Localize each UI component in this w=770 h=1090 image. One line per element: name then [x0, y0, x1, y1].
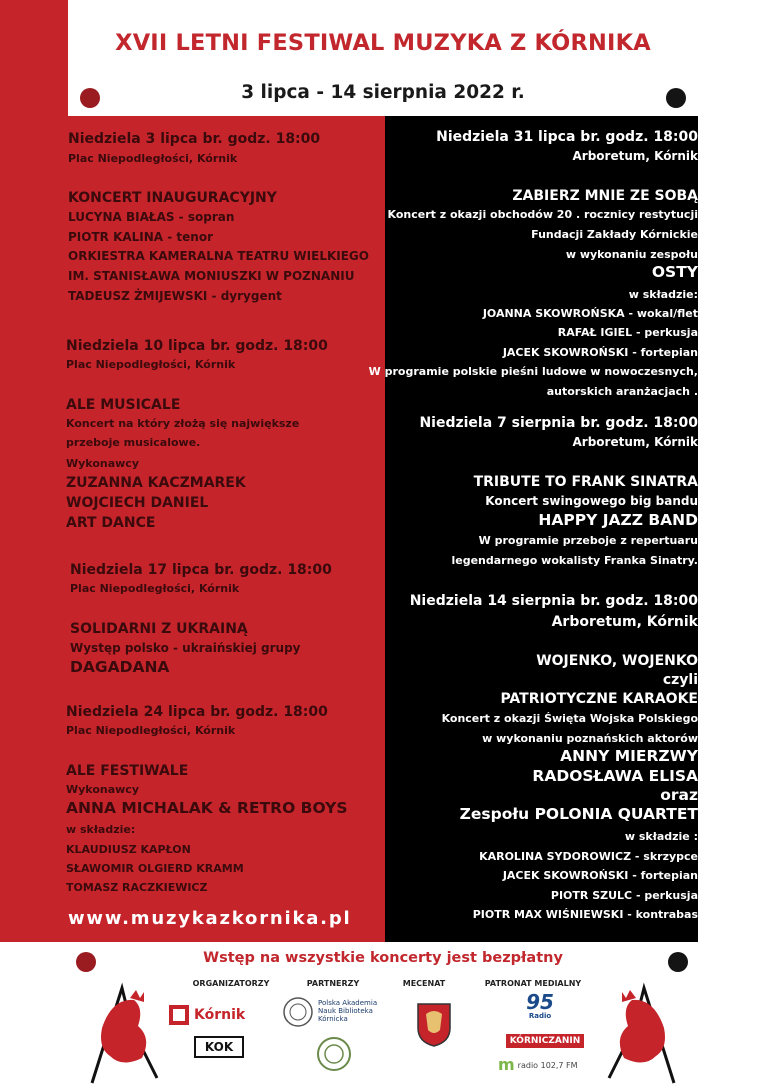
festival-title: XVII LETNI FESTIWAL MUZYKA Z KÓRNIKA — [115, 30, 651, 56]
left-program-line: TOMASZ RACZKIEWICZ — [66, 881, 208, 894]
left-program-line: Plac Niepodległości, Kórnik — [70, 582, 240, 595]
pan-library-logo — [282, 994, 392, 1030]
mc-radio-mark-icon: m — [498, 1055, 515, 1074]
kok-logo: KOK — [194, 1036, 244, 1058]
kornik-coat-icon — [168, 1004, 190, 1026]
pan-emblem-icon — [282, 996, 314, 1028]
poster-header — [68, 0, 698, 116]
right-program-line: w wykonaniu zespołu — [565, 248, 698, 261]
patron-shield-icon — [414, 1000, 454, 1048]
right-program-line: Niedziela 14 sierpnia br. godz. 18:00 — [409, 593, 698, 609]
partners-label: PARTNERZY — [306, 979, 360, 988]
left-program-line: KONCERT INAUGURACYJNY — [68, 190, 277, 206]
mc-radio-text: radio 102,7 FM — [517, 1060, 578, 1070]
radio-95-text: Radio — [528, 1012, 552, 1020]
right-program-line: TRIBUTE TO FRANK SINATRA — [473, 474, 698, 490]
right-program-line: RADOSŁAWA ELISA — [532, 767, 698, 785]
right-program-line: JACEK SKOWROŃSKI - fortepian — [502, 346, 698, 359]
left-program-line: Plac Niepodległości, Kórnik — [66, 724, 236, 737]
left-program-line: Plac Niepodległości, Kórnik — [66, 358, 236, 371]
left-program-line: ART DANCE — [66, 515, 156, 531]
left-program-line: LUCYNA BIAŁAS - sopran — [68, 210, 235, 224]
right-program-line: Arboretum, Kórnik — [572, 435, 698, 449]
mc-radio-logo — [498, 1056, 588, 1074]
left-program-line: IM. STANISŁAWA MONIUSZKI W POZNANIU — [68, 269, 355, 283]
radio-95-logo — [520, 992, 560, 1026]
kornik-logo — [168, 1002, 263, 1028]
right-program-line: Arboretum, Kórnik — [572, 149, 698, 163]
left-program-line: Wykonawcy — [66, 457, 139, 470]
right-program-line: Niedziela 7 sierpnia br. godz. 18:00 — [419, 415, 698, 431]
rooster-right-icon — [594, 968, 694, 1088]
left-program-line: ORKIESTRA KAMERALNA TEATRU WIELKIEGO — [68, 249, 369, 263]
left-program-line: Niedziela 10 lipca br. godz. 18:00 — [66, 338, 328, 354]
left-program-line: przeboje musicalowe. — [66, 436, 201, 449]
right-program-line: oraz — [660, 786, 698, 804]
left-program-line: Niedziela 17 lipca br. godz. 18:00 — [70, 562, 332, 578]
right-program-line: ZABIERZ MNIE ZE SOBĄ — [512, 188, 698, 204]
festival-dates: 3 lipca - 14 sierpnia 2022 r. — [241, 82, 525, 103]
right-program-line: Arboretum, Kórnik — [551, 614, 698, 630]
right-program-line: PIOTR MAX WIŚNIEWSKI - kontrabas — [472, 908, 698, 921]
rooster-left-icon — [72, 968, 172, 1088]
right-program-line: PATRIOTYCZNE KARAOKE — [500, 691, 698, 707]
pan-library-text: Polska Akademia Nauk Biblioteka Kórnicka — [318, 999, 378, 1023]
right-program-line: czyli — [662, 672, 698, 688]
right-program-line: JOANNA SKOWROŃSKA - wokal/flet — [482, 307, 698, 320]
left-program-line: Niedziela 24 lipca br. godz. 18:00 — [66, 704, 328, 720]
left-program-line: ZUZANNA KACZMAREK — [66, 475, 246, 491]
red-dot-decoration — [80, 88, 100, 108]
right-program-line: RAFAŁ IGIEL - perkusja — [557, 326, 698, 339]
right-program-line: PIOTR SZULC - perkusja — [550, 889, 698, 902]
right-program-line: KAROLINA SYDOROWICZ - skrzypce — [479, 850, 698, 863]
right-program-line: Koncert z okazji Święta Wojska Polskiego — [441, 712, 698, 725]
left-program-line: SOLIDARNI Z UKRAINĄ — [70, 621, 248, 637]
right-program-line: autorskich aranżacjach . — [546, 385, 698, 398]
left-program-line: TADEUSZ ŻMIJEWSKI - dyrygent — [68, 289, 282, 303]
left-program-line: KLAUDIUSZ KAPŁON — [66, 843, 191, 856]
right-program-line: w wykonaniu poznańskich aktorów — [482, 732, 698, 745]
left-program-line: Występ polsko - ukraińskiej grupy — [70, 641, 301, 655]
right-program-line: JACEK SKOWROŃSKI - fortepian — [502, 869, 698, 882]
black-dot-decoration — [666, 88, 686, 108]
right-program-line: Koncert swingowego big bandu — [485, 494, 698, 508]
organizers-label: ORGANIZATORZY — [192, 979, 270, 988]
poster-footer — [68, 942, 698, 1090]
left-program-line: SŁAWOMIR OLGIERD KRAMM — [66, 862, 244, 875]
right-margin — [698, 0, 770, 1090]
korniczanin-logo: KÓRNICZANIN — [506, 1034, 584, 1048]
left-program-line: ALE FESTIWALE — [66, 763, 189, 779]
right-program-line: HAPPY JAZZ BAND — [538, 511, 698, 529]
left-program-line: DAGADANA — [70, 658, 170, 676]
left-program-line: Koncert na który złożą się największe — [66, 417, 300, 430]
kornik-wordmark: Kórnik — [194, 1007, 246, 1023]
left-program-line: ALE MUSICALE — [66, 397, 181, 413]
right-program-line: W programie przeboje z repertuaru — [478, 534, 698, 547]
right-program-line: Niedziela 31 lipca br. godz. 18:00 — [436, 129, 698, 145]
right-program-line: legendarnego wokalisty Franka Sinatry. — [451, 554, 698, 567]
right-program-line: Koncert z okazji obchodów 20 . rocznicy restytucji — [387, 208, 698, 221]
library-seal-icon — [314, 1034, 354, 1074]
left-program-line: ANNA MICHALAK & RETRO BOYS — [66, 799, 348, 817]
right-program-line: ANNY MIERZWY — [560, 747, 698, 765]
right-program-line: Fundacji Zakłady Kórnickie — [531, 228, 698, 241]
right-program-line: WOJENKO, WOJENKO — [536, 653, 698, 669]
left-program-line: WOJCIECH DANIEL — [66, 495, 209, 511]
left-program-line: w składzie: — [66, 823, 136, 836]
left-red-strip — [0, 0, 68, 116]
right-program-line: OSTY — [651, 263, 698, 281]
media-patron-label: PATRONAT MEDIALNY — [484, 979, 582, 988]
right-program-line: W programie polskie pieśni ludowe w nowoczesnych, — [368, 365, 698, 378]
patron-label: MECENAT — [402, 979, 446, 988]
left-program-line: Plac Niepodległości, Kórnik — [68, 152, 238, 165]
left-program-line: Wykonawcy — [66, 783, 139, 796]
website-url[interactable]: www.muzykazkornika.pl — [68, 908, 352, 929]
right-program-line: w składzie : — [624, 830, 698, 843]
left-program-line: Niedziela 3 lipca br. godz. 18:00 — [68, 131, 321, 147]
radio-95-number: 95 — [526, 990, 554, 1014]
right-program-line: w składzie: — [628, 288, 698, 301]
right-program-line: Zespołu POLONIA QUARTET — [459, 805, 698, 823]
free-entry-note: Wstęp na wszystkie koncerty jest bezpłatny — [203, 950, 563, 966]
left-program-line: PIOTR KALINA - tenor — [68, 230, 214, 244]
